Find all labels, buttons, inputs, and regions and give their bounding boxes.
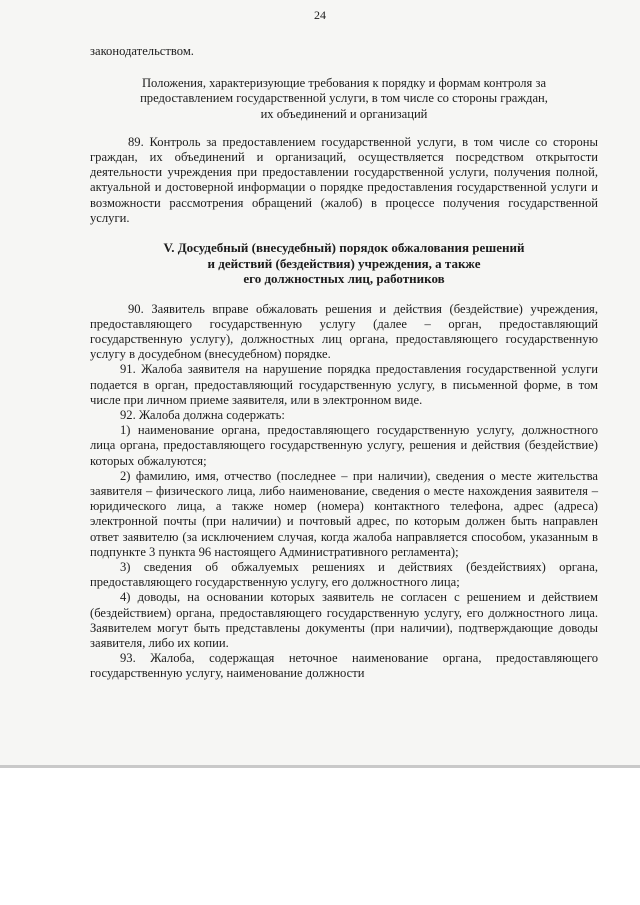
paragraph-92-item-1: 1) наименование органа, предоставляющего государственную услугу, должностного лица органа, предоставляющего государственную услугу, решения и действия (бездействие) которых обжалуются; (90, 423, 598, 468)
paragraph-91: 91. Жалоба заявителя на нарушение порядка предоставления государственной услуги подается в орган, предоставляющий государственную услугу, в письменной форме, в том числе при личном приеме заявителя, или в электронном виде. (90, 362, 598, 407)
page-number: 24 (314, 8, 326, 22)
intro-line: законодательством. (90, 44, 194, 58)
section-v-title (90, 240, 598, 287)
blank-area (0, 768, 640, 905)
paragraph-89: 89. Контроль за предоставлением государственной услуги, в том числе со стороны граждан, их объединений и организаций, осуществляется посредством открытости деятельности учреждения при предоставлении государственной услуги, получения полной, актуальной и достоверной информации о порядке предоставления государственной услуги и возможности рассмотрения обращений (жалоб) в процессе получения государственной услуги. (90, 134, 598, 225)
section-title-line-2: и действий (бездействия) учреждения, а также (207, 255, 481, 271)
subheading-line-3: их объединений и организаций (260, 106, 428, 121)
section-title-line-3: его должностных лиц, работников (243, 271, 445, 287)
paragraph-92-item-3: 3) сведения об обжалуемых решениях и действиях (бездействиях) органа, предоставляющего государственную услугу, его должностного лица; (90, 559, 598, 590)
subheading-line-1: Положения, характеризующие требования к порядку и формам контроля за (141, 76, 547, 91)
paragraph-92-item-2: 2) фамилию, имя, отчество (последнее – при наличии), сведения о месте жительства заявителя – физического лица, либо наименование, сведения о месте нахождения заявителя – юридического лица, а также номер (номера) контактного телефона, адрес (адреса) электронной почты (при наличии) и почтовый адрес, по которым должен быть направлен ответ заявителю (за исключением случая, когда жалоба направляется способом, указанным в подпункте 3 пункта 96 настоящего Административного регламента); (90, 468, 598, 559)
subheading-line-2: предоставлением государственной услуги, в том числе со стороны граждан, (140, 91, 548, 106)
page-content (90, 44, 598, 682)
paragraph-90: 90. Заявитель вправе обжаловать решения и действия (бездействие) учреждения, предоставляющего государственную услугу (далее – орган, предоставляющий государственную услугу), должностных лиц органа, предоставляющего государственную услугу в досудебном (внесудебном) порядке. (90, 301, 598, 362)
control-subheading (90, 76, 598, 122)
paragraph-93: 93. Жалоба, содержащая неточное наименование органа, предоставляющего государственную услугу, наименование должности (90, 651, 598, 681)
paragraph-92-item-4: 4) доводы, на основании которых заявитель не согласен с решением и действием (бездействием) органа, предоставляющего государственную услугу, его должностного лица. Заявителем могут быть представлены документы (при наличии), подтверждающие доводы заявителя, либо их копии. (90, 590, 598, 650)
paragraph-92: 92. Жалоба должна содержать: (120, 407, 285, 422)
section-title-line-1: V. Досудебный (внесудебный) порядок обжалования решений (163, 240, 525, 256)
